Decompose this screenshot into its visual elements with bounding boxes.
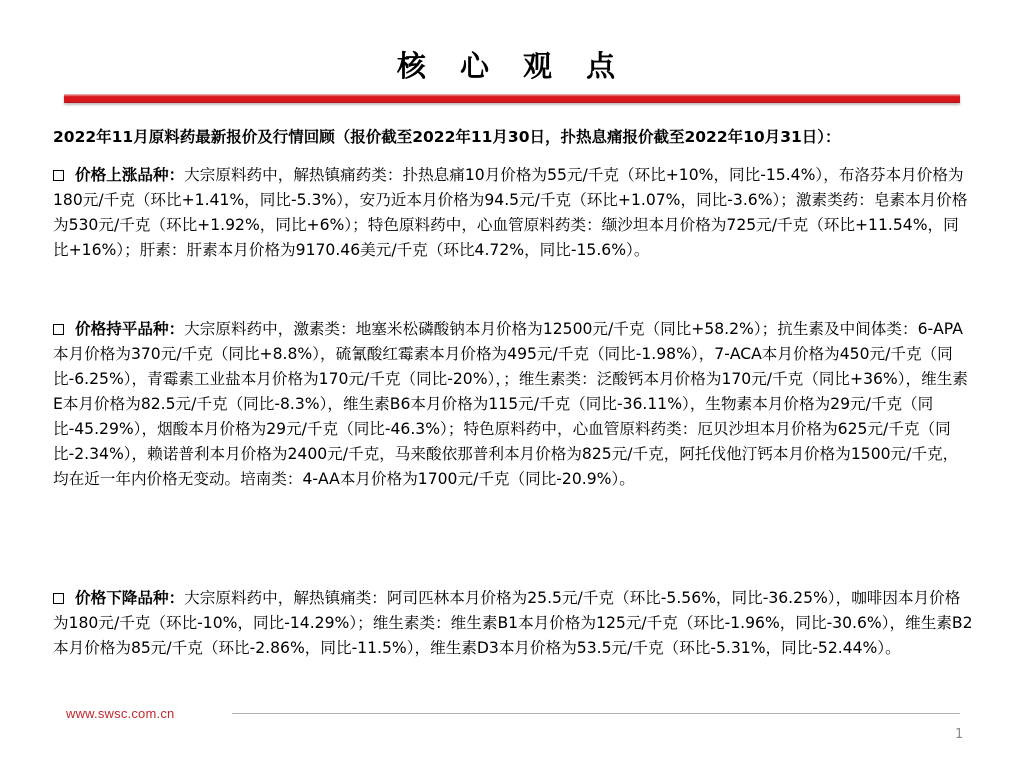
- item-text: 大宗原料药中，解热镇痛类：阿司匹林本月价格为25.5元/千克（环比-5.56%，同比-36.25%），咖啡因本月价格为180元/千克（环比-10%，同比-14.29%）；维生素类：维生素B1本月价格为125元/千克（环比-1.96%，同比-30.6%），维生素B2本月价格为85元/千克（环比-2.86%，同比-11.5%），维生素D3本月价格为53.5元/千克（环比-5.31%，同比-52.44%）。: [53, 589, 973, 657]
- section-heading: 2022年11月原料药最新报价及行情回顾（报价截至2022年11月30日，扑热息痛报价截至2022年10月31日）：: [53, 128, 841, 146]
- item-text: 大宗原料药中，解热镇痛药类：扑热息痛10月价格为55元/千克（环比+10%，同比-15.4%），布洛芬本月价格为180元/千克（环比+1.41%，同比-5.3%），安乃近本月价格为94.5元/千克（环比+1.07%，同比-3.6%）；激素类药：皂素本月价格为530元/千克（环比+1.92%，同比+6%）；特色原料药中，心血管原料药类：缬沙坦本月价格为725元/千克（环比+11.54%，同比+16%）；肝素：肝素本月价格为9170.46美元/千克（环比4.72%，同比-15.6%）。: [53, 166, 968, 259]
- footer-website-link[interactable]: www.swsc.com.cn: [66, 706, 175, 721]
- checkbox-bullet-icon: [53, 170, 64, 181]
- footer-divider: [232, 713, 960, 714]
- page-title: 核 心 观 点: [396, 49, 628, 83]
- checkbox-bullet-icon: [53, 324, 64, 335]
- list-item-price-up: [53, 163, 973, 263]
- list-item-price-down: [53, 586, 973, 661]
- item-label: 价格上涨品种：: [75, 166, 185, 184]
- item-text: 大宗原料药中，激素类：地塞米松磷酸钠本月价格为12500元/千克（同比+58.2%）；抗生素及中间体类：6-APA本月价格为370元/千克（同比+8.8%），硫氰酸红霉素本月价格为495元/千克（同比-1.98%），7-ACA本月价格为450元/千克（同比-6.25%），青霉素工业盐本月价格为170元/千克（同比-20%），；维生素类：泛酸钙本月价格为170元/千克（同比+36%），维生素E本月价格为82.5元/千克（同比-8.3%），维生素B6本月价格为115元/千克（同比-36.11%），生物素本月价格为29元/千克（同比-45.29%），烟酸本月价格为29元/千克（同比-46.3%）；特色原料药中，心血管原料药类：厄贝沙坦本月价格为625元/千克（同比-2.34%），赖诺普利本月价格为2400元/千克，马来酸依那普利本月价格为825元/千克，阿托伐他汀钙本月价格为1500元/千克，均在近一年内价格无变动。培南类：4-AA本月价格为1700元/千克（同比-20.9%）。: [53, 320, 968, 488]
- list-item-price-flat: [53, 317, 973, 492]
- item-label: 价格下降品种：: [75, 589, 185, 607]
- page-number: 1: [955, 727, 964, 742]
- checkbox-bullet-icon: [53, 593, 64, 604]
- item-label: 价格持平品种：: [75, 320, 185, 338]
- title-divider-bar: [64, 94, 960, 103]
